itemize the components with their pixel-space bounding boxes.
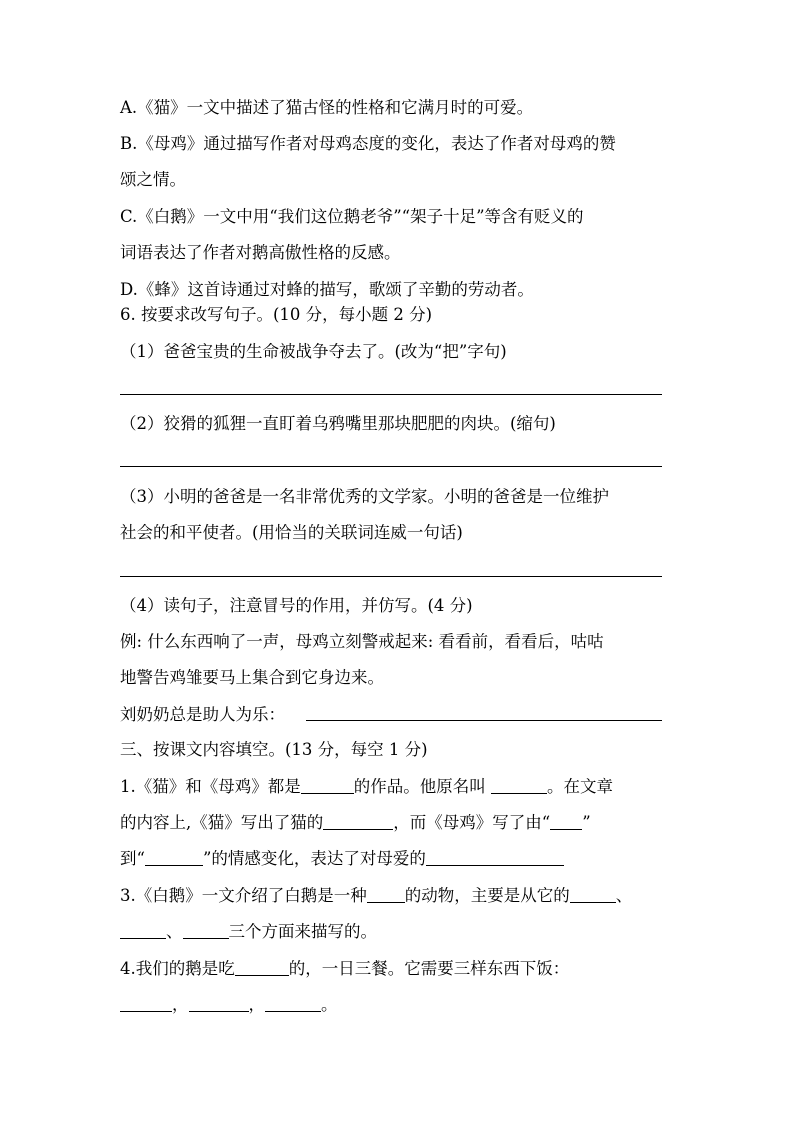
answer-line-6-1[interactable] (120, 394, 662, 395)
option-c-line1: C.《白鹅》一文中用“我们这位鹅老爷”“架子十足”等含有贬义的 (120, 207, 584, 226)
section-3-heading: 三、按课文内容填空。(13 分，每空 1 分) (120, 740, 428, 759)
blank[interactable] (183, 922, 229, 939)
option-d: D.《蜂》这首诗通过对蜂的描写，歌颂了辛勤的劳动者。 (120, 280, 534, 299)
blank[interactable] (145, 849, 203, 866)
answer-line-6-3[interactable] (120, 576, 662, 577)
option-b-line2: 颂之情。 (120, 170, 186, 189)
blank[interactable] (570, 886, 616, 903)
option-a: A.《猫》一文中描述了猫古怪的性格和它满月时的可爱。 (120, 98, 534, 117)
text-segment: 3.《白鹅》一文介绍了白鹅是一种 (120, 886, 367, 905)
text-segment: 到“ (120, 849, 145, 868)
fill-1-line2 (120, 813, 591, 833)
blank[interactable] (120, 922, 166, 939)
text-segment: 的作品。他原名叫 (353, 777, 491, 796)
blank[interactable] (550, 813, 582, 830)
text-segment: 、 (615, 886, 633, 905)
text-segment: 、 (166, 922, 183, 941)
text-segment: ，而《母鸡》写了由“ (393, 813, 551, 832)
text-segment: ”的情感变化，表达了对母爱的 (202, 849, 426, 868)
question-6-3-line1: （3）小明的爸爸是一名非常优秀的文学家。小明的爸爸是一位维护 (120, 487, 609, 506)
text-segment: 1.《猫》和《母鸡》都是 (120, 777, 301, 796)
question-6-1: （1）爸爸宝贵的生命被战争夺去了。(改为“把”字句) (120, 342, 507, 361)
blank[interactable] (265, 995, 321, 1012)
text-segment: 的动物，主要是从它的 (404, 886, 570, 905)
answer-line-imitation[interactable] (306, 720, 662, 721)
fill-3-line2 (120, 922, 377, 942)
example-line1: 例: 什么东西响了一声，母鸡立刻警戒起来: 看看前，看看后，咕咕 (120, 632, 604, 651)
blank[interactable] (301, 777, 354, 794)
question-6-2: （2）狡猾的狐狸一直盯着乌鸦嘴里那块肥肥的肉块。(缩句) (120, 414, 556, 433)
text-segment: 三个方面来描写的。 (228, 922, 377, 941)
option-b-line1: B.《母鸡》通过描写作者对母鸡态度的变化，表达了作者对母鸡的赞 (120, 134, 616, 153)
blank[interactable] (367, 886, 405, 903)
imitation-prompt: 刘奶奶总是助人为乐： (120, 705, 285, 724)
question-6-heading: 6. 按要求改写句子。(10 分，每小题 2 分) (120, 305, 433, 324)
question-6-4: （4）读句子，注意冒号的作用，并仿写。(4 分) (120, 596, 473, 615)
text-segment: 的内容上,《猫》写出了猫的 (120, 813, 324, 832)
text-segment: 。 (321, 995, 338, 1014)
text-segment: ” (582, 813, 591, 832)
answer-line-6-2[interactable] (120, 466, 662, 467)
example-line2: 地警告鸡雏要马上集合到它身边来。 (120, 668, 384, 687)
blank[interactable] (120, 995, 172, 1012)
fill-3-line1 (120, 886, 632, 906)
option-c-line2: 词语表达了作者对鹅高傲性格的反感。 (120, 243, 401, 262)
blank[interactable] (323, 813, 393, 830)
text-segment: 的，一日三餐。它需要三样东西下饭： (288, 959, 570, 978)
blank[interactable] (491, 777, 547, 794)
question-6-3-line2: 社会的和平使者。(用恰当的关联词连威一句话) (120, 523, 463, 542)
blank[interactable] (189, 995, 249, 1012)
fill-1-line1 (120, 777, 613, 797)
text-segment: ， (248, 995, 265, 1014)
fill-4-line1 (120, 959, 569, 979)
blank[interactable] (235, 959, 289, 976)
text-segment: 4.我们的鹅是吃 (120, 959, 235, 978)
fill-1-line3 (120, 849, 564, 869)
blank[interactable] (426, 849, 564, 866)
text-segment: ， (172, 995, 189, 1014)
fill-4-line2 (120, 995, 338, 1015)
text-segment: 。在文章 (547, 777, 613, 796)
